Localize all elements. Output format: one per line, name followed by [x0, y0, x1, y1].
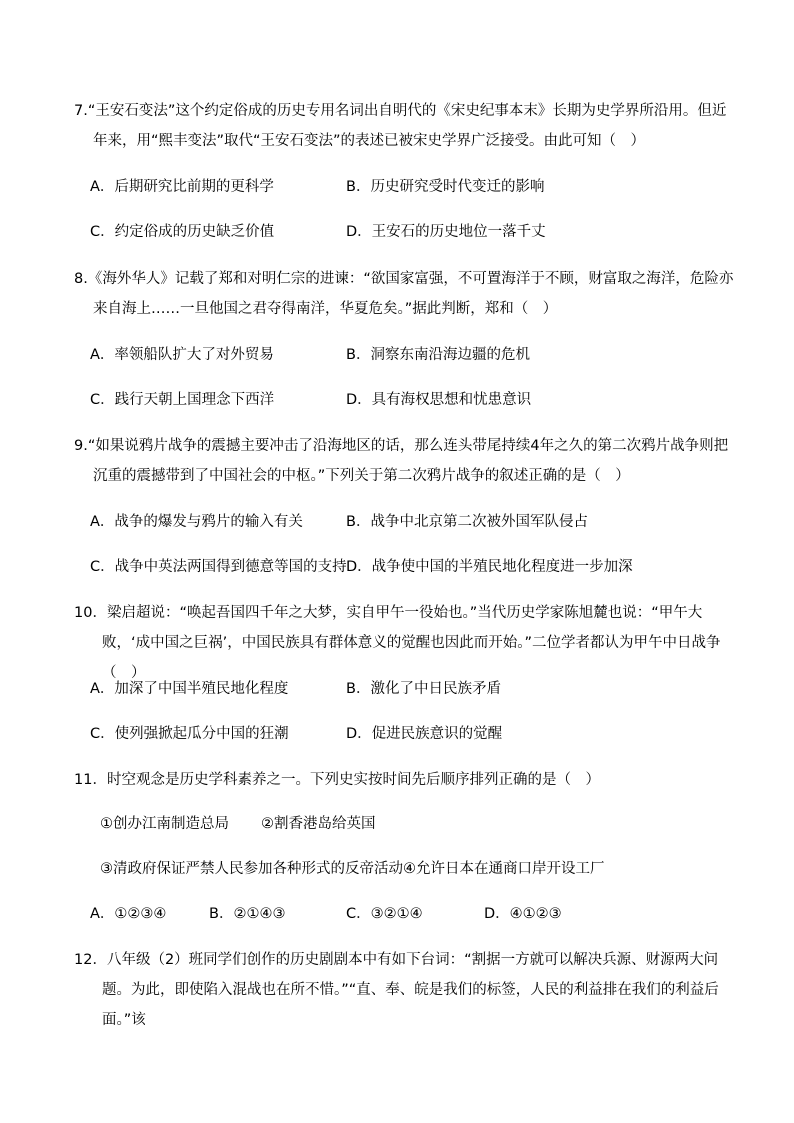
- question-11-option-a[interactable]: A．①②③④: [90, 906, 167, 922]
- question-12-stem: 12．八年级（2）班同学们创作的历史剧剧本中有如下台词：“割据一方就可以解决兵源、财源两大问题。为此，即使陷入混战也在所不惜。”“直、奉、皖是我们的标签，人民的利益排在我们的利益后面。”该: [74, 952, 719, 1028]
- question-7-option-b[interactable]: B．历史研究受时代变迁的影响: [346, 179, 545, 195]
- question-11-items-line-1: [100, 814, 376, 834]
- question-7-option-d[interactable]: D．王安石的历史地位一落千丈: [346, 224, 546, 240]
- question-11-items-line-2: [100, 859, 605, 879]
- question-7: [74, 96, 734, 156]
- question-9-option-b[interactable]: B．战争中北京第二次被外国军队侵占: [346, 514, 588, 530]
- question-9: [74, 431, 734, 491]
- question-9-stem: 9.“如果说鸦片战争的震撼主要冲击了沿海地区的话，那么连头带尾持续4年之久的第二次鸦片战争则把沉重的震撼带到了中国社会的中枢。”下列关于第二次鸦片战争的叙述正确的是（ ）: [74, 438, 729, 484]
- question-7-option-a[interactable]: A．后期研究比前期的更科学: [90, 179, 274, 195]
- question-7-stem: 7.“王安石变法”这个约定俗成的历史专用名词出自明代的《宋史纪事本末》长期为史学界所沿用。但近年来，用“熙丰变法”取代“王安石变法”的表述已被宋史学界广泛接受。由此可知（ ）: [74, 103, 727, 149]
- question-11-option-b[interactable]: B．②①④③: [209, 906, 286, 922]
- question-11-item-3-4: ③清政府保证严禁人民参加各种形式的反帝活动④允许日本在通商口岸开设工厂: [100, 861, 605, 877]
- question-10-stem: 10．梁启超说：“唤起吾国四千年之大梦，实自甲午一役始也。”当代历史学家陈旭麓也说：“甲午大败，‘成中国之巨祸’，中国民族具有群体意义的觉醒也因此而开始。”二位学者都认为甲午中日战争（ ）: [74, 605, 721, 681]
- question-9-option-d[interactable]: D．战争使中国的半殖民地化程度进一步加深: [346, 559, 633, 575]
- question-10-option-a[interactable]: A．加深了中国半殖民地化程度: [90, 681, 289, 697]
- question-10-option-c[interactable]: C．使列强掀起瓜分中国的狂潮: [90, 726, 289, 742]
- question-8: [74, 264, 734, 324]
- question-9-option-c[interactable]: C．战争中英法两国得到德意等国的支持: [90, 559, 347, 575]
- question-8-option-b[interactable]: B．洞察东南沿海边疆的危机: [346, 347, 530, 363]
- question-12: [74, 945, 734, 1035]
- question-11-item-2: ②割香港岛给英国: [261, 816, 376, 832]
- question-11-item-1: ①创办江南制造总局: [100, 816, 229, 832]
- question-7-option-c[interactable]: C．约定俗成的历史缺乏价值: [90, 224, 275, 240]
- question-11-stem: 11．时空观念是历史学科素养之一。下列史实按时间先后顺序排列正确的是（ ）: [74, 772, 600, 788]
- question-8-stem: 8.《海外华人》记载了郑和对明仁宗的进谏：“欲国家富强，不可置海洋于不顾，财富取之海洋，危险亦来自海上……一旦他国之君夺得南洋，华夏危矣。”据此判断，郑和（ ）: [74, 271, 734, 317]
- question-8-option-d[interactable]: D．具有海权思想和忧患意识: [346, 392, 532, 408]
- question-9-option-a[interactable]: A．战争的爆发与鸦片的输入有关: [90, 514, 303, 530]
- question-8-option-a[interactable]: A．率领船队扩大了对外贸易: [90, 347, 274, 363]
- question-10-option-b[interactable]: B．激化了中日民族矛盾: [346, 681, 501, 697]
- question-11-option-d[interactable]: D．④①②③: [484, 906, 562, 922]
- question-8-option-c[interactable]: C．践行天朝上国理念下西洋: [90, 392, 275, 408]
- question-10-option-d[interactable]: D．促进民族意识的觉醒: [346, 726, 503, 742]
- question-11: [74, 765, 734, 795]
- question-10: [74, 598, 734, 688]
- question-11-option-c[interactable]: C．③②①④: [346, 906, 423, 922]
